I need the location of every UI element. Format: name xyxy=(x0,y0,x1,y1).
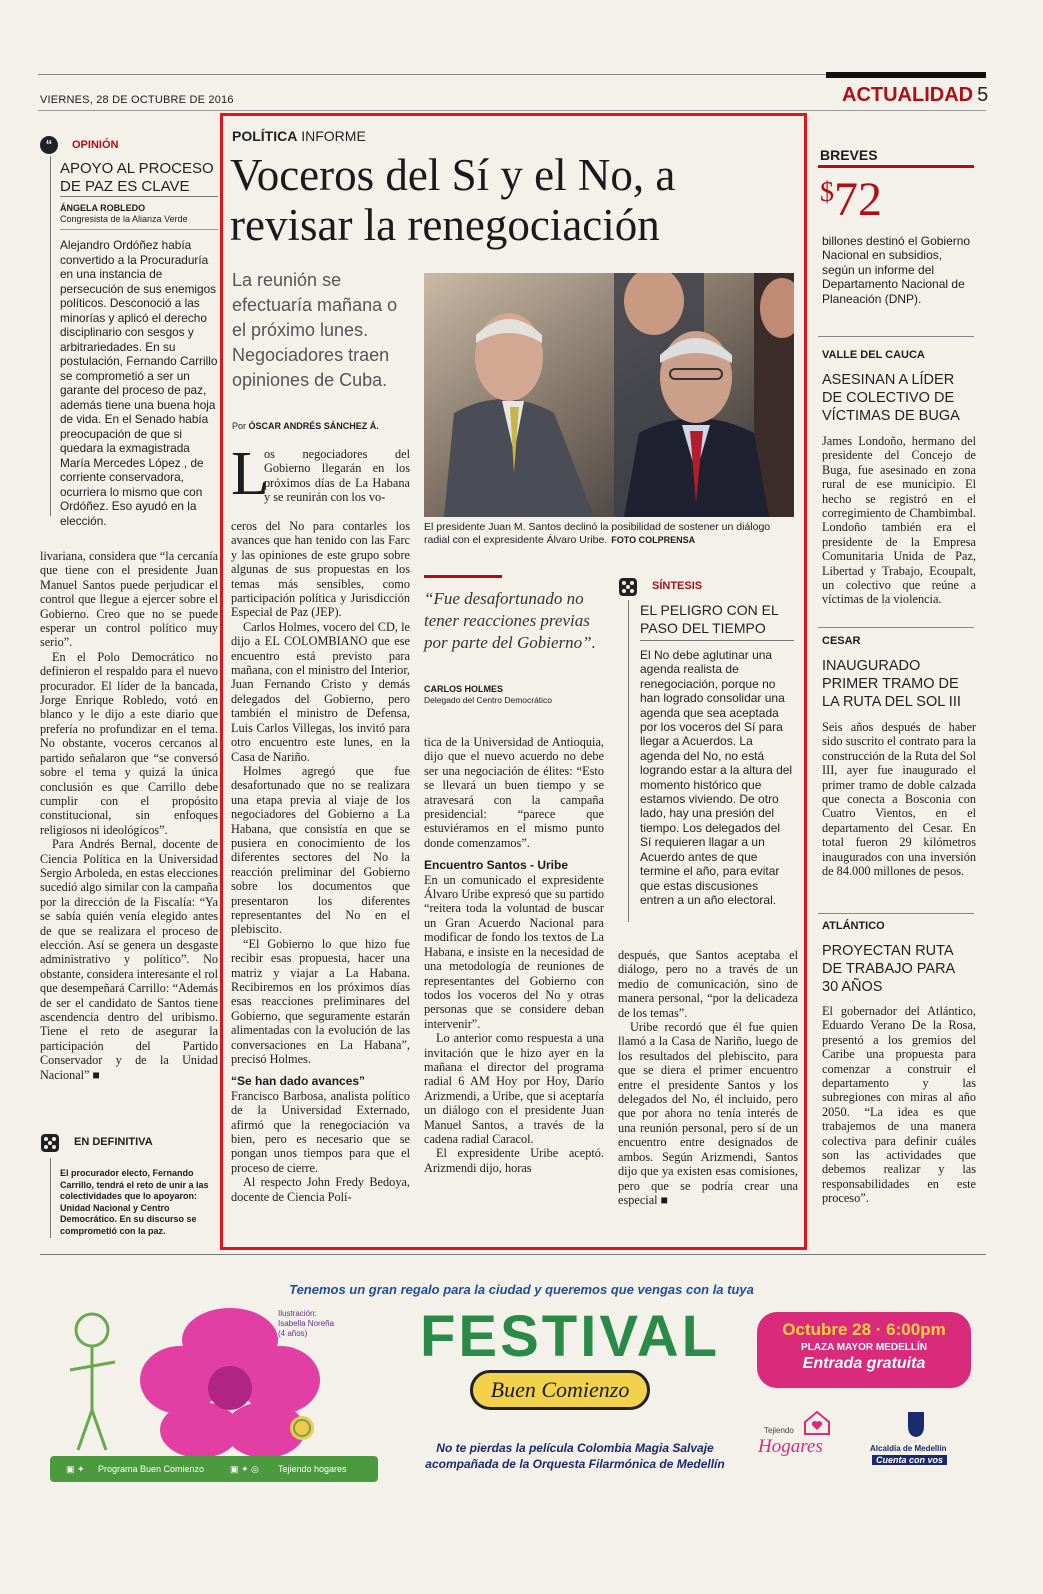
social-handle: Tejiendo hogares xyxy=(278,1464,347,1474)
breves-highlight-text: billones destinó el Gobierno Nacional en subsidios, según un informe del Departamento Nacional de Planeación (DNP). xyxy=(822,234,971,306)
dice-icon xyxy=(40,1133,60,1153)
issue-date: VIERNES, 28 DE OCTUBRE DE 2016 xyxy=(40,94,234,106)
breve-region: VALLE DEL CAUCA xyxy=(822,349,925,361)
paragraph: En el Polo Democrático no definieron el respaldo para el nuevo procurador. El líder de la bancada, Jorge Enrique Robledo, votó en blanco y le dijo a este diario que prefería no profundizar en el tema. No obstante, voceros cercanos al partido señalaron que “se conversó sobre el tema y quizá la única conclusión es que Carrillo debe cumplir con el propósito constitucional, sin enfoques religiosos ni ideológicos”. xyxy=(40,649,218,837)
article-column-1 xyxy=(231,519,410,1204)
breves-highlight-figure xyxy=(820,172,882,227)
breve-title: ASESINAN A LÍDER DE COLECTIVO DE VÍCTIMAS DE BUGA xyxy=(822,372,960,424)
quote-author-role: Delegado del Centro Democrático xyxy=(424,695,553,705)
festival-subtitle: Buen Comienzo xyxy=(470,1370,650,1410)
social-handle: Programa Buen Comienzo xyxy=(98,1464,205,1474)
coat-of-arms-icon xyxy=(906,1410,926,1438)
pull-quote: “Fue desafortunado no tener reacciones previas por parte del Gobierno”. xyxy=(424,589,596,652)
paragraph: Carlos Holmes, vocero del CD, le dijo a EL COLOMBIANO que ese encuentro está previsto para mañana, con el ministro del Interior, Juan Fernando Cristo y demás delegados del Gobierno, pero también el ministro de Defensa, Luis Carlos Villegas, los invitó para otro encuentro este lunes, en la Casa de Nariño. xyxy=(231,619,410,764)
article-column-3 xyxy=(618,948,798,1207)
breve-title: PROYECTAN RUTA DE TRABAJO PARA 30 AÑOS xyxy=(822,943,955,995)
kicker-type: INFORME xyxy=(301,128,366,144)
paragraph: “El Gobierno lo que hizo fue recibir esas propuesta, hacer una matriz y viajar a La Habana. Recibiremos en los próximos días esas reacciones preliminares del Gobierno, que seguramente estarán alimentadas con la evolución de las conversaciones en La Habana”, precisó Holmes. xyxy=(231,936,410,1067)
kicker-section: POLÍTICA xyxy=(232,128,298,144)
sintesis-body: El No debe aglutinar una agenda realista de renegociación, porque no han logrado consolidar una agenda que sea aceptada por los voceros del Sí para llegar a Acuerdos. La agenda del No, no está logrando estar a la altura del momento histórico que estamos viviendo. De otro lado, hay una presión del tiempo. Los delegados del Sí requieren llagar a un Acuerdo antes de que termine el año, para evitar que estas discusiones entren a un año electoral. xyxy=(640,648,793,907)
tejiendo-name: Hogares xyxy=(758,1436,823,1457)
en-definitiva-text: El procurador electo, Fernando Carrillo, tendrá el reto de unir a las colectividades que lo apoyaron: Unidad Nacional y Centro Democrático. En su discurso se comprometió con la paz. xyxy=(60,1168,209,1236)
festival-title: FESTIVAL xyxy=(420,1304,721,1369)
opinion-author: ÁNGELA ROBLEDO xyxy=(60,203,146,213)
tejiendo-small: Tejiendo xyxy=(764,1426,794,1435)
credit-line: (4 años) xyxy=(278,1329,308,1338)
subheading: Encuentro Santos - Uribe xyxy=(424,858,569,873)
drop-cap: L xyxy=(231,440,269,508)
alcaldia-name: Alcaldía de Medellín xyxy=(870,1444,947,1453)
paragraph: ceros del No para contarles los avances que han tenido con las Farc y las opiniones de este grupo sobre algunas de sus propuestas en los temas más sensibles, como participación política y Jurisdicción Especial de Paz (JEP). xyxy=(231,519,410,620)
breve-text: Seis años después de haber sido suscrito el contrato para la construcción de la Ruta del Sol III, ayer fue inaugurado el primer tramo de doble calzada que conecta a Bosconia con Cuatro Vientos, en el departamento del Cesar. En total fueron 29 kilómetros inaugurados con una inversión de 84.000 millones de pesos. xyxy=(822,720,976,879)
opinion-title: APOYO AL PROCESO DE PAZ ES CLAVE xyxy=(60,160,214,195)
paragraph: En un comunicado el expresidente Álvaro Uribe expresó que su partido “reitera toda la voluntad de buscar un Gran Acuerdo Nacional para modificar de fondo los textos de La Habana, e insiste en la necesidad de una metodología de reuniones de representantes del Gobierno con todos los voceros del No y otras personas que se considere deban intervenir”. xyxy=(424,872,604,1031)
opinion-body: Alejandro Ordóñez había convertido a la Procuraduría en una instancia de persecución de sus enemigos políticos. Desconoció a las minorías y aplicó el derecho disciplinario con sesgos y arbitrariedades. En su postulación, Fernando Carrillo se comprometió a ser un garante del proceso de paz, además tiene una buena hoja de vida. En el Senado había preocupación de que si quedara la exmagistrada María Mercedes López , de corriente conservadora, ocurriera lo mismo que con Ordóñez. Eso ayudó en la elección. xyxy=(60,238,218,528)
caption-text: El presidente Juan M. Santos declinó la posibilidad de sostener un diálogo radial con el expresidente Álvaro Uribe. xyxy=(424,521,771,546)
section-name: ACTUALIDAD xyxy=(842,84,974,106)
quote-mark-icon: “ xyxy=(40,136,58,154)
sintesis-title: EL PELIGRO CON EL PASO DEL TIEMPO xyxy=(640,602,779,636)
event-entry: Entrada gratuita xyxy=(802,1355,926,1372)
paragraph: Lo anterior como respuesta a una invitación que le hizo ayer en la mañana el director del programa radial 6 AM Hoy por Hoy, Darío Arizmendi, a Uribe, que si aceptaría un diálogo con el presidente Juan Manuel Santos, a través de la cadena radial Caracol. xyxy=(424,1031,604,1146)
page-number: 5 xyxy=(977,84,989,106)
paragraph: El expresidente Uribe aceptó. Arizmendi dijo, horas xyxy=(424,1146,604,1175)
tejiendo-hogares-logo xyxy=(754,1410,844,1470)
illustration-credit xyxy=(278,1309,334,1339)
paragraph: después, que Santos aceptaba el diálogo, pero no a través de un medio de comunicación, sino de manera personal, “por la delicadeza de los temas”. xyxy=(618,948,798,1020)
left-article-continuation xyxy=(40,549,218,1082)
byline-prefix: Por xyxy=(232,421,247,431)
breve-text: James Londoño, hermano del presidente del Concejo de Buga, fue asesinado en zona rural de ese municipio. El hecho se registró en el corregimiento de Chambimbal. Londoño también era el presidente de la Empresa Comunitaria Unida de Paz, Libertad y Trabajo, Ecoupalt, un colectivo que reúne a víctimas de la violencia. xyxy=(822,434,976,607)
article-lead: os negociadores del Gobierno llegarán en los próximos días de La Habana y se reunirán con los vo- xyxy=(264,447,410,505)
dice-icon xyxy=(618,577,638,597)
alcaldia-logo xyxy=(866,1410,966,1470)
social-bar xyxy=(50,1456,378,1482)
breve-title: INAUGURADO PRIMER TRAMO DE LA RUTA DEL SOL III xyxy=(822,658,961,710)
section-title xyxy=(842,84,988,107)
breve-region: ATLÁNTICO xyxy=(822,920,885,932)
caption-credit: FOTO COLPRENSA xyxy=(611,535,696,545)
paragraph: Uribe recordó que él fue quien llamó a la Casa de Nariño, luego de los resultados del plebiscito, para que se diera el primer encuentro entre el presidente Santos y los delegados del No, él incluido, pero que por ahora no tenía interés de una reunión personal, pero sí de un encuentro entre designados de ambos. Según Arizmendi, Santos dijo que ya existen esas comisiones, pero que se podría crear una especial ■ xyxy=(618,1020,798,1207)
paragraph: Para Andrés Bernal, docente de Ciencia Política en la Universidad Sergio Arboleda, en estas elecciones sucedió algo similar con la campaña por la dirección de la Fiscalía: “Ya se sabía quién venía elegido antes de que se realizara el proceso de elección. Así se genera un desgaste administrativo y político”. No obstante, considera interesante el rol que desempeñará Carrillo: “Además de ser el candidato de Santos tiene ascendencia dentro del uribismo. Tiene el reto de asegurar la participación del Partido Conservador y de la Unidad Nacional” ■ xyxy=(40,837,218,1082)
breve-text: El gobernador del Atlántico, Eduardo Verano De la Rosa, presentó a los gremios del Caribe una propuesta para comenzar a construir el departamento y las subregiones con miras al año 2050. “La idea es que trabajemos de una manera colectiva para definir cuáles son las actividades que debemos realizar y las responsabilidades en este proceso”. xyxy=(822,1004,976,1206)
paragraph: tica de la Universidad de Antioquia, dijo que el nuevo acuerdo no debe ser una negociación de élites: “Esto se llevará un buen tiempo y se atravesará con la campaña presidencial: “parece que estuviéramos en el mismo punto donde comenzamos”. xyxy=(424,735,604,850)
ad-tagline: Tenemos un gran regalo para la ciudad y queremos que vengas con la tuya xyxy=(289,1282,754,1297)
facebook-twitter-icon: ▣ ✦ xyxy=(66,1464,85,1474)
article-subhead: La reunión se efectuaría mañana o el próximo lunes. Negociadores traen opiniones de Cuba. xyxy=(232,270,398,390)
movie-line: No te pierdas la película Colombia Magia Salvaje xyxy=(436,1441,714,1455)
breves-label: BREVES xyxy=(820,147,878,163)
sintesis-label: SÍNTESIS xyxy=(652,580,703,592)
paragraph: Francisco Barbosa, analista político de la Universidad Externado, afirmó que la renegociación va bien, pero es necesario que se pongan unos tiempos para que el proceso de cierre. xyxy=(231,1088,410,1175)
credit-line: Ilustración: xyxy=(278,1309,317,1318)
opinion-label: OPINIÓN xyxy=(72,139,119,151)
event-date-box xyxy=(757,1312,971,1388)
subheading: “Se han dado avances” xyxy=(231,1074,366,1089)
highlight-number: 72 xyxy=(834,173,882,226)
quote-author: CARLOS HOLMES xyxy=(424,684,504,694)
house-heart-icon xyxy=(802,1410,832,1436)
article-byline xyxy=(232,421,379,431)
opinion-author-role: Congresista de la Alianza Verde xyxy=(60,214,188,224)
paragraph: Holmes agregó que fue desafortunado que no se realizara una etapa previa al viaje de los negociadores del Gobierno a La Habana, que consistía en que se pusiera en conocimiento de los diferentes sectores del No la reacción preliminar del Gobierno sobre los documentos que presentaron los diferentes representantes del No en el plebiscito. xyxy=(231,763,410,937)
movie-line: acompañada de la Orquesta Filarmónica de Medellín xyxy=(425,1457,725,1471)
paragraph: Al respecto John Fredy Bedoya, docente de Ciencia Polí- xyxy=(231,1175,410,1204)
quote-rule xyxy=(424,575,502,578)
photo-caption xyxy=(424,521,796,547)
alcaldia-slogan: Cuenta con vos xyxy=(872,1455,947,1465)
event-place: PLAZA MAYOR MEDELLÍN xyxy=(801,1342,927,1353)
ad-movie-text xyxy=(380,1440,770,1472)
en-definitiva-label: EN DEFINITIVA xyxy=(74,1136,153,1148)
facebook-twitter-instagram-icon: ▣ ✦ ◎ xyxy=(230,1464,259,1474)
currency-symbol: $ xyxy=(820,177,834,208)
article-column-2 xyxy=(424,735,604,1175)
festival-logo xyxy=(420,1304,721,1416)
article-headline: Voceros del Sí y el No, a revisar la renegociación xyxy=(230,150,676,250)
credit-line: Isabella Noreña xyxy=(278,1319,335,1328)
article-photo xyxy=(424,273,794,517)
article-kicker xyxy=(232,128,366,144)
breve-region: CESAR xyxy=(822,635,861,647)
event-date: Octubre 28 · 6:00pm xyxy=(782,1320,946,1339)
paragraph: livariana, considera que “la cercanía que tiene con el presidente Juan Manuel Santos puede perjudicar el control que llegue a ejercer sobre el Gobierno. Creo que no se puede esperar un control político muy serio”. xyxy=(40,549,218,650)
byline-name: ÓSCAR ANDRÉS SÁNCHEZ Á. xyxy=(248,421,379,431)
